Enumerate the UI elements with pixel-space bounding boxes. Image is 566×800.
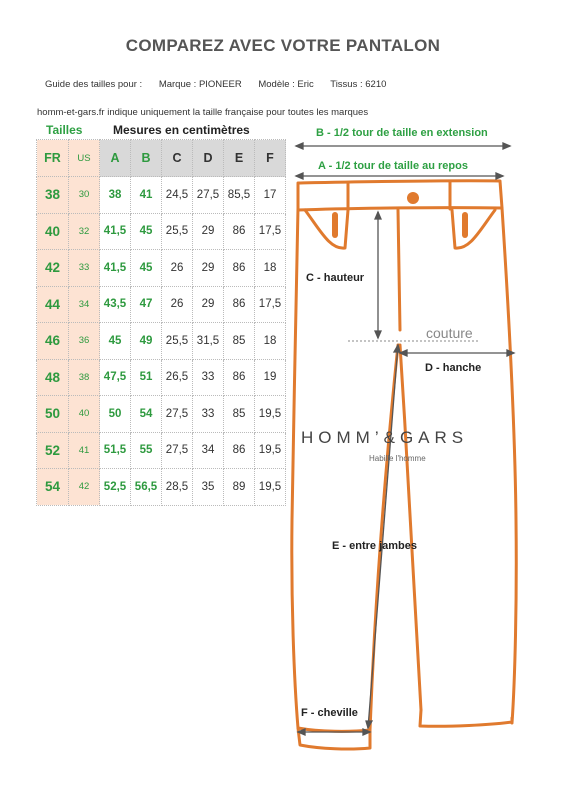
table-cell: 52,5: [100, 469, 131, 506]
table-cell: 33: [193, 396, 224, 433]
table-cell: 26,5: [162, 359, 193, 396]
table-cell: 33: [69, 250, 100, 287]
trouser-outline: [292, 181, 516, 749]
label-c: [306, 272, 364, 284]
table-cell: 55: [131, 432, 162, 469]
table-cell: 42: [37, 250, 69, 287]
table-cell: 35: [193, 469, 224, 506]
label-a-letter: A: [318, 160, 326, 172]
table-cell: 19,5: [255, 469, 286, 506]
table-cell: 85: [224, 323, 255, 360]
table-cell: 44: [37, 286, 69, 323]
table-cell: 40: [37, 213, 69, 250]
table-cell: 17,5: [255, 286, 286, 323]
table-cell: 45: [100, 323, 131, 360]
guide-model: Modèle : Eric: [258, 79, 314, 90]
table-cell: 42: [69, 469, 100, 506]
table-cell: 29: [193, 286, 224, 323]
column-header-e: E: [224, 140, 255, 177]
brand-tagline: Habille l'homme: [369, 454, 426, 463]
table-cell: 86: [224, 286, 255, 323]
table-cell: 89: [224, 469, 255, 506]
brand-logo: HOMM’&GARS: [301, 428, 469, 447]
table-cell: 86: [224, 359, 255, 396]
label-e: [332, 540, 417, 552]
table-cell: 26: [162, 286, 193, 323]
table-cell: 51,5: [100, 432, 131, 469]
table-cell: 47,5: [100, 359, 131, 396]
notice-text: homm-et-gars.fr indique uniquement la taille française pour toutes les marques: [37, 107, 369, 118]
label-b-letter: B: [316, 127, 324, 139]
label-f-text: - cheville: [307, 707, 358, 719]
table-cell: 18: [255, 250, 286, 287]
table-cell: 19: [255, 359, 286, 396]
table-cell: 47: [131, 286, 162, 323]
table-cell: 48: [37, 359, 69, 396]
table-cell: 36: [69, 323, 100, 360]
guide-brand: Marque : PIONEER: [158, 79, 242, 90]
column-header-us: US: [69, 140, 100, 177]
seam-label: couture: [426, 325, 473, 341]
table-cell: 30: [69, 177, 100, 214]
label-d-text: - hanche: [432, 362, 482, 374]
column-header-d: D: [193, 140, 224, 177]
table-cell: 46: [37, 323, 69, 360]
label-b-text: - 1/2 tour de taille en extension: [323, 127, 488, 139]
label-e-text: - entre jambes: [339, 540, 417, 552]
button-icon: [407, 192, 419, 204]
table-cell: 52: [37, 432, 69, 469]
label-d: [425, 362, 481, 374]
label-c-text: - hauteur: [313, 272, 365, 284]
table-cell: 31,5: [193, 323, 224, 360]
table-cell: 86: [224, 250, 255, 287]
table-cell: 32: [69, 213, 100, 250]
column-header-c: C: [162, 140, 193, 177]
page-title: COMPAREZ AVEC VOTRE PANTALON: [125, 36, 441, 55]
table-cell: 25,5: [162, 213, 193, 250]
table-cell: 86: [224, 432, 255, 469]
table-cell: 33: [193, 359, 224, 396]
guide-prefix: Guide des tailles pour :: [45, 79, 143, 90]
table-cell: 41: [131, 177, 162, 214]
table-cell: 27,5: [193, 177, 224, 214]
column-header-a: A: [100, 140, 131, 177]
table-cell: 25,5: [162, 323, 193, 360]
table-cell: 41,5: [100, 213, 131, 250]
label-a: [318, 160, 468, 172]
table-cell: 38: [69, 359, 100, 396]
table-cell: 26: [162, 250, 193, 287]
column-header-fr: FR: [37, 140, 69, 177]
table-cell: 50: [37, 396, 69, 433]
table-cell: 43,5: [100, 286, 131, 323]
table-cell: 27,5: [162, 396, 193, 433]
table-cell: 17,5: [255, 213, 286, 250]
table-cell: 19,5: [255, 432, 286, 469]
table-cell: 19,5: [255, 396, 286, 433]
table-cell: 54: [131, 396, 162, 433]
table-cell: 40: [69, 396, 100, 433]
table-cell: 51: [131, 359, 162, 396]
table-cell: 28,5: [162, 469, 193, 506]
table-cell: 50: [100, 396, 131, 433]
column-header-f: F: [255, 140, 286, 177]
table-cell: 49: [131, 323, 162, 360]
column-header-b: B: [131, 140, 162, 177]
table-cell: 86: [224, 213, 255, 250]
table-cell: 34: [193, 432, 224, 469]
table-cell: 45: [131, 213, 162, 250]
table-cell: 54: [37, 469, 69, 506]
table-cell: 29: [193, 250, 224, 287]
table-cell: 27,5: [162, 432, 193, 469]
guide-fabric: Tissus : 6210: [330, 79, 387, 90]
measures-label: Mesures en centimètres: [113, 123, 250, 137]
table-cell: 18: [255, 323, 286, 360]
table-cell: 85: [224, 396, 255, 433]
label-e-letter: E: [332, 540, 340, 552]
table-cell: 24,5: [162, 177, 193, 214]
sizes-label: Tailles: [46, 123, 83, 137]
label-d-letter: D: [425, 362, 433, 374]
table-cell: 85,5: [224, 177, 255, 214]
table-cell: 34: [69, 286, 100, 323]
label-b: [316, 127, 488, 139]
table-cell: 45: [131, 250, 162, 287]
table-cell: 17: [255, 177, 286, 214]
label-f: [301, 707, 358, 719]
table-cell: 38: [37, 177, 69, 214]
label-f-letter: F: [301, 707, 308, 719]
table-cell: 56,5: [131, 469, 162, 506]
table-cell: 29: [193, 213, 224, 250]
label-a-text: - 1/2 tour de taille au repos: [325, 160, 468, 172]
table-cell: 41,5: [100, 250, 131, 287]
table-cell: 41: [69, 432, 100, 469]
table-cell: 38: [100, 177, 131, 214]
label-c-letter: C: [306, 272, 314, 284]
